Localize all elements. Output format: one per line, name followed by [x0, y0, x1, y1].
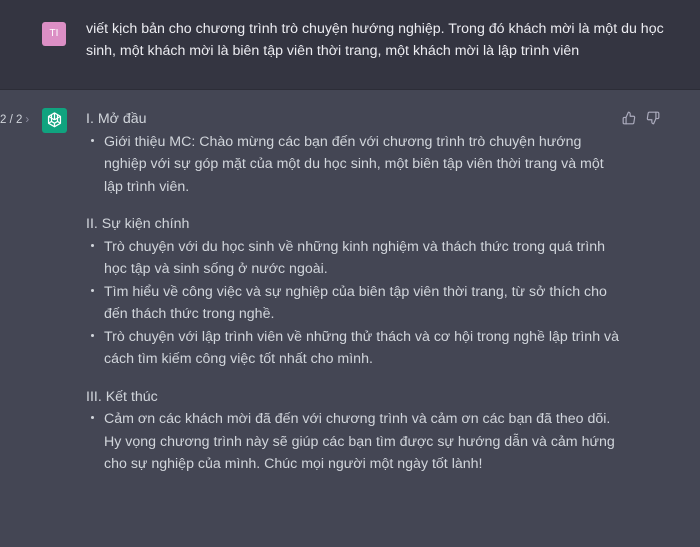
bullet-list	[86, 408, 626, 476]
list-item: Giới thiệu MC: Chào mừng các bạn đến với chương trình trò chuyện hướng nghiệp với sự góp mặt của một du học sinh, một biên tập viên thời trang và một lập trình viên.	[86, 131, 626, 199]
user-avatar: TI	[42, 22, 66, 46]
section-heading: I. Mở đầu	[86, 111, 147, 127]
pager-label: 2 / 2	[0, 114, 23, 126]
list-item: Cảm ơn các khách mời đã đến với chương trình và cảm ơn các bạn đã theo dõi. Hy vọng chương trình này sẽ giúp các bạn tìm được sự hướng dẫn và cảm hứng cho sự nghiệp của mình. Chúc mọi người một ngày tốt lành!	[86, 408, 626, 476]
bullet-list	[86, 236, 626, 371]
section-heading: III. Kết thúc	[86, 388, 158, 405]
list-item: Trò chuyện với du học sinh về những kinh nghiệm và thách thức trong quá trình học tập và sinh sống ở nước ngoài.	[86, 236, 626, 281]
thumbs-down-icon[interactable]	[646, 111, 660, 125]
list-item: Tìm hiểu về công việc và sự nghiệp của biên tập viên thời trang, từ sở thích cho đến thách thức trong nghề.	[86, 281, 626, 326]
feedback-buttons	[622, 111, 660, 125]
list-item: Trò chuyện với lập trình viên về những thử thách và cơ hội trong nghề lập trình và cách tìm kiếm công việc tốt nhất cho mình.	[86, 326, 626, 371]
section-heading: II. Sự kiện chính	[86, 216, 190, 232]
openai-logo-icon	[42, 108, 67, 133]
chevron-right-icon[interactable]: ›	[25, 114, 30, 126]
response-pager	[0, 114, 29, 126]
user-message-text: viết kịch bản cho chương trình trò chuyện hướng nghiệp. Trong đó khách mời là một du học sinh, một khách mời là biên tập viên thời trang, một khách mời là lập trình viên	[86, 21, 664, 59]
assistant-message-text	[86, 108, 626, 476]
assistant-message-row	[0, 90, 700, 547]
bullet-list	[86, 131, 626, 199]
user-message-row	[0, 0, 700, 90]
